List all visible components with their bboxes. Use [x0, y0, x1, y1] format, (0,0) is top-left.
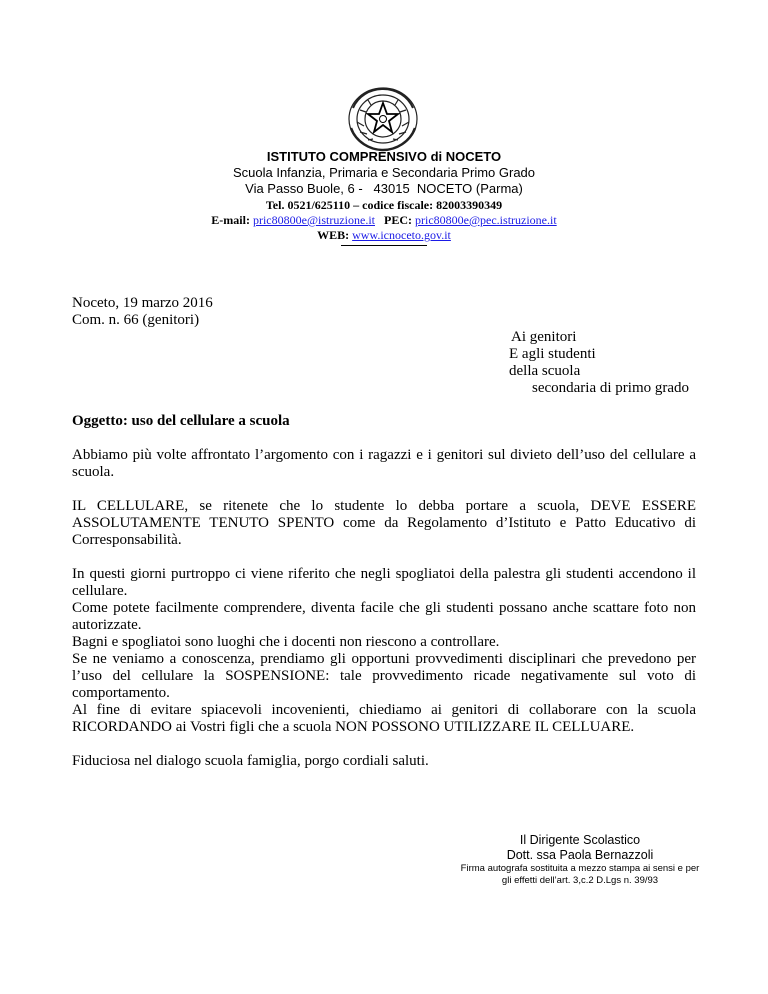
- paragraph-1-text: Abbiamo più volte affrontato l’argomento con i ragazzi e i genitori sul divieto dell’uso del cellulare a scuola.: [72, 447, 696, 480]
- recipient-line-3: della scuola: [509, 363, 581, 379]
- pec-link[interactable]: pric80800e@pec.istruzione.it: [415, 213, 557, 227]
- paragraph-3a-text: In questi giorni purtroppo ci viene riferito che negli spogliatoi della palestra gli studenti accendono il cellulare.: [72, 566, 696, 599]
- paragraph-3b-text: Come potete facilmente comprendere, diventa facile che gli studenti possano anche scattare foto non autorizzate.: [72, 600, 696, 633]
- subject-line: Oggetto: uso del cellulare a scuola: [72, 413, 290, 429]
- closing-text: Fiduciosa nel dialogo scuola famiglia, porgo cordiali saluti.: [72, 753, 429, 769]
- paragraph-5: [72, 753, 696, 770]
- signature-role: Il Dirigente Scolastico: [519, 833, 641, 847]
- paragraph-1: [72, 447, 696, 481]
- school-levels: Scuola Infanzia, Primaria e Secondaria Primo Grado: [232, 165, 536, 180]
- school-address: Via Passo Buole, 6 - 43015 NOCETO (Parma): [245, 181, 523, 196]
- pec-label: PEC:: [384, 213, 412, 227]
- recipient-line-2: E agli studenti: [509, 346, 596, 362]
- date-line: Noceto, 19 marzo 2016: [72, 295, 213, 311]
- web-link[interactable]: www.icnoceto.gov.it: [352, 228, 451, 242]
- paragraph-3d-text: Se ne veniamo a conoscenza, prendiamo gli opportuni provvedimenti disciplinari che prevedono per l’uso del cellulare la SOSPENSIONE: tale provvedimento ricade negativamente sul voto di comportamento.: [72, 651, 696, 701]
- paragraph-3c-text: Bagni e spogliatoi sono luoghi che i docenti non riescono a controllare.: [72, 634, 500, 650]
- paragraph-4-text: Al fine di evitare spiacevoli incovenienti, chiediamo ai genitori di collaborare con la scuola RICORDANDO ai Vostri figli che a scuola NON POSSONO UTILIZZARE IL CELLUARE.: [72, 702, 696, 735]
- communication-number: Com. n. 66 (genitori): [72, 312, 200, 328]
- recipient-line-4: secondaria di primo grado: [532, 380, 690, 396]
- recipient-line-1: Ai genitori: [511, 329, 577, 345]
- contact-emails: [0, 213, 768, 228]
- paragraph-2-text: IL CELLULARE, se ritenete che lo studente lo debba portare a scuola, DEVE ESSERE ASSOLUTAMENTE TENUTO SPENTO come da Regolamento d’Istituto e Patto Educativo di Corresponsabilità.: [72, 498, 696, 548]
- email-link[interactable]: pric80800e@istruzione.it: [252, 213, 375, 227]
- school-name: ISTITUTO COMPRENSIVO di NOCETO: [266, 149, 502, 164]
- email-label: E-mail:: [211, 213, 250, 227]
- web-label: WEB:: [317, 228, 350, 242]
- paragraph-3: [72, 566, 696, 702]
- paragraph-4: [72, 702, 696, 736]
- paragraph-2: [72, 498, 696, 549]
- signature-note-2: gli effetti dell’art. 3,c.2 D.Lgs n. 39/93: [501, 875, 659, 886]
- header-divider: [341, 245, 427, 246]
- website-line: [0, 228, 768, 243]
- phone-fiscal-code: Tel. 0521/625110 – codice fiscale: 82003390349: [265, 198, 503, 212]
- italian-republic-emblem-icon: [342, 84, 424, 154]
- signature-name: Dott. ssa Paola Bernazzoli: [506, 848, 654, 862]
- signature-note-1: Firma autografa sostituita a mezzo stampa ai sensi e per: [460, 863, 700, 874]
